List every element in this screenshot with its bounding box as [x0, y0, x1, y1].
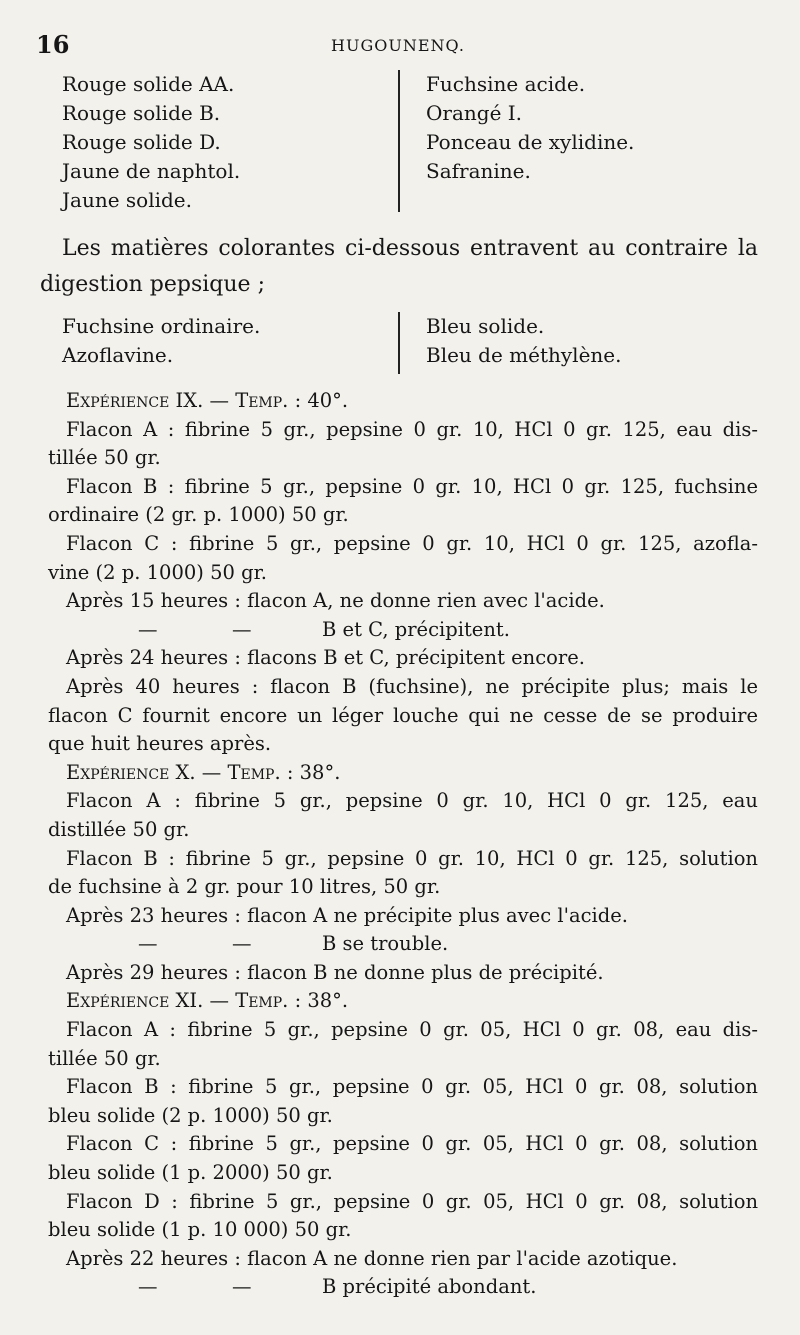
- list-item: Bleu de méthylène.: [426, 343, 622, 367]
- list-item: Ponceau de xylidine.: [426, 130, 635, 154]
- dye-list-right-column: [398, 312, 622, 374]
- experiment-x-title: Expérience X. — Temp. : 38°.: [66, 760, 341, 784]
- dye-list-right-column: [398, 70, 634, 212]
- text-line: Flacon B : fibrine 5 gr., pepsine 0 gr. 05, HCl 0 gr. 08, solution: [66, 1075, 758, 1099]
- text-line: Après 29 heures : flacon B ne donne plus de précipité.: [66, 960, 604, 984]
- list-item: Bleu solide.: [426, 314, 545, 338]
- text-line: Après 23 heures : flacon A ne précipite plus avec l'acide.: [66, 903, 628, 927]
- ditto-dash: —: [138, 617, 158, 641]
- list-item: Azoflavine.: [62, 343, 174, 367]
- text-line: Après 40 heures : flacon B (fuchsine), ne précipite plus; mais le: [66, 674, 758, 698]
- ditto-dash: —: [232, 1275, 252, 1299]
- text-line: distillée 50 gr.: [48, 817, 190, 841]
- experiment-xi-title: Expérience XI. — Temp. : 38°.: [66, 989, 349, 1013]
- text-line: flacon C fournit encore un léger louche qui ne cesse de se produire: [48, 703, 758, 727]
- text-line: Après 22 heures : flacon A ne donne rien par l'acide azotique.: [66, 1246, 678, 1270]
- text-line: Flacon B : fibrine 5 gr., pepsine 0 gr. 10, HCl 0 gr. 125, solution: [66, 846, 758, 870]
- text-line: tillée 50 gr.: [48, 446, 161, 470]
- text-line: Après 24 heures : flacons B et C, précipitent encore.: [66, 646, 585, 670]
- text-line: Flacon C : fibrine 5 gr., pepsine 0 gr. 10, HCl 0 gr. 125, azofla-: [66, 531, 758, 555]
- text-line: ordinaire (2 gr. p. 1000) 50 gr.: [48, 503, 349, 527]
- list-item: Jaune de naphtol.: [62, 159, 241, 183]
- experiments-text: [48, 387, 758, 1302]
- list-item: Rouge solide AA.: [62, 72, 235, 96]
- page-number: 16: [36, 30, 70, 59]
- text-line: tillée 50 gr.: [48, 1046, 161, 1070]
- intro-paragraph: [40, 231, 758, 303]
- list-item: Fuchsine acide.: [426, 72, 586, 96]
- text-line: Après 15 heures : flacon A, ne donne rien avec l'acide.: [66, 589, 605, 613]
- text-line: vine (2 p. 1000) 50 gr.: [48, 560, 267, 584]
- text-line: Flacon A : fibrine 5 gr., pepsine 0 gr. 10, HCl 0 gr. 125, eau: [66, 789, 758, 813]
- intro-paragraph-text: Les matières colorantes ci-dessous entravent au contraire la digestion pepsique ;: [40, 236, 758, 297]
- ditto-dash: —: [138, 932, 158, 956]
- text-line: que huit heures après.: [48, 732, 272, 756]
- dye-list-left-column: [62, 70, 240, 215]
- text-line: Flacon A : fibrine 5 gr., pepsine 0 gr. 10, HCl 0 gr. 125, eau dis-: [66, 417, 758, 441]
- running-head: HUGOUNENQ.: [331, 36, 465, 55]
- ditto-line: [48, 616, 758, 645]
- text-line: de fuchsine à 2 gr. pour 10 litres, 50 gr.: [48, 875, 441, 899]
- experiment-ix-title: Expérience IX. — Temp. : 40°.: [66, 389, 349, 412]
- text-line: Flacon C : fibrine 5 gr., pepsine 0 gr. 05, HCl 0 gr. 08, solution: [66, 1132, 758, 1156]
- ditto-line: [48, 930, 758, 959]
- ditto-dash: —: [138, 1275, 158, 1299]
- list-item: Fuchsine ordinaire.: [62, 314, 261, 338]
- text-line: Flacon A : fibrine 5 gr., pepsine 0 gr. 05, HCl 0 gr. 08, eau dis-: [66, 1018, 758, 1042]
- ditto-line: [48, 1273, 758, 1302]
- text-line: B se trouble.: [322, 932, 449, 956]
- list-item: Rouge solide B.: [62, 101, 221, 125]
- text-line: bleu solide (2 p. 1000) 50 gr.: [48, 1103, 333, 1127]
- text-line: B précipité abondant.: [322, 1275, 537, 1299]
- dye-list-left-column: [62, 312, 260, 370]
- list-item: Jaune solide.: [62, 188, 192, 212]
- text-line: bleu solide (1 p. 10 000) 50 gr.: [48, 1218, 352, 1242]
- list-item: Orangé I.: [426, 101, 523, 125]
- text-line: B et C, précipitent.: [322, 617, 510, 641]
- list-item: Safranine.: [426, 159, 531, 183]
- ditto-dash: —: [232, 932, 252, 956]
- text-line: Flacon B : fibrine 5 gr., pepsine 0 gr. 10, HCl 0 gr. 125, fuchsine: [66, 474, 758, 498]
- page-header: [36, 30, 760, 66]
- text-line: bleu solide (1 p. 2000) 50 gr.: [48, 1161, 333, 1185]
- ditto-dash: —: [232, 617, 252, 641]
- list-item: Rouge solide D.: [62, 130, 221, 154]
- text-line: Flacon D : fibrine 5 gr., pepsine 0 gr. 05, HCl 0 gr. 08, solution: [66, 1189, 758, 1213]
